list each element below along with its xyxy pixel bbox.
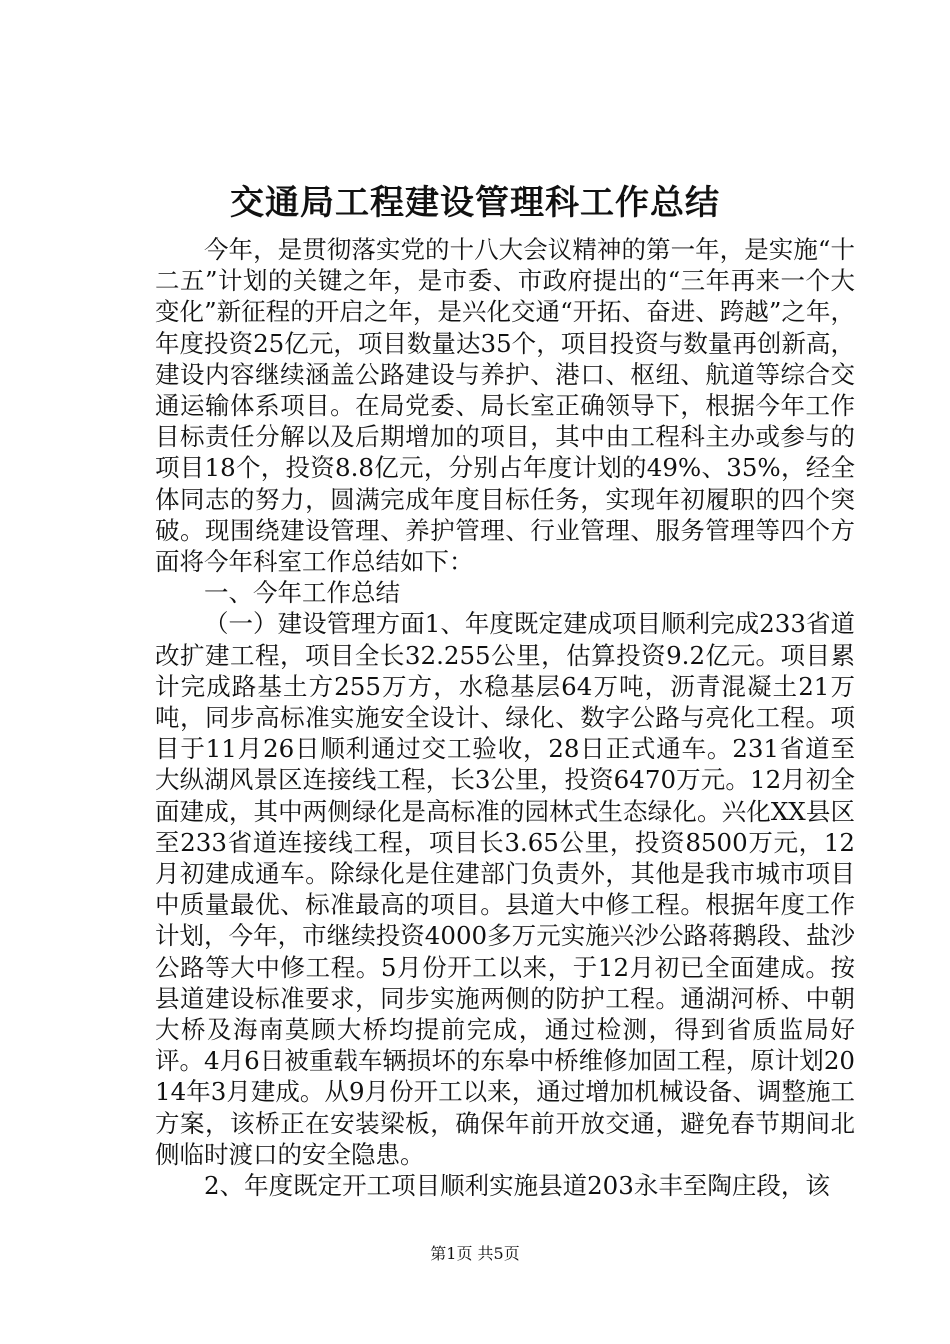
paragraph-intro: 今年，是贯彻落实党的十八大会议精神的第一年，是实施“十二五”计划的关键之年，是市委、市政府提出的“三年再来一个大变化”新征程的开启之年，是兴化交通“开拓、奋进、跨越”之年，年度投资25亿元，项目数量达35个，项目投资与数量再创新高，建设内容继续涵盖公路建设与养护、港口、枢纽、航道等综合交通运输体系项目。在局党委、局长室正确领导下，根据今年工作目标责任分解以及后期增加的项目，其中由工程科主办或参与的项目18个，投资8.8亿元，分别占年度计划的49%、35%，经全体同志的努力，圆满完成年度目标任务，实现年初履职的四个突破。现围绕建设管理、养护管理、行业管理、服务管理等四个方面将今年科室工作总结如下： (155, 235, 855, 577)
document-body (155, 234, 855, 1201)
paragraph-construction-management: （一）建设管理方面1、年度既定建成项目顺利完成233省道改扩建工程，项目全长32.255公里，估算投资9.2亿元。项目累计完成路基土方255万方，水稳基层64万吨，沥青混凝土21万吨，同步高标准实施安全设计、绿化、数字公路与亮化工程。项目于11月26日顺利通过交工验收，28日正式通车。231省道至大纵湖风景区连接线工程，长3公里，投资6470万元。12月初全面建成，其中两侧绿化是高标准的园林式生态绿化。兴化XX县区至233省道连接线工程，项目长3.65公里，投资8500万元，12月初建成通车。除绿化是住建部门负责外，其他是我市城市项目中质量最优、标准最高的项目。县道大中修工程。根据年度工作计划，今年，市继续投资4000多万元实施兴沙公路蒋鹅段、盐沙公路等大中修工程。5月份开工以来，于12月初已全面建成。按县道建设标准要求，同步实施两侧的防护工程。通湖河桥、中朝大桥及海南莫顾大桥均提前完成，通过检测，得到省质监局好评。4月6日被重载车辆损坏的东皋中桥维修加固工程，原计划2014年3月建成。从9月份开工以来，通过增加机械设备、调整施工方案，该桥正在安装梁板，确保年前开放交通，避免春节期间北侧临时渡口的安全隐患。 (155, 609, 855, 1169)
document-title: 交通局工程建设管理科工作总结 (230, 183, 720, 223)
paragraph-started-projects: 2、年度既定开工项目顺利实施县道203永丰至陶庄段，该 (204, 1171, 830, 1201)
section-heading: 一、今年工作总结 (204, 578, 400, 608)
page-number: 第1页 共5页 (430, 1244, 520, 1263)
